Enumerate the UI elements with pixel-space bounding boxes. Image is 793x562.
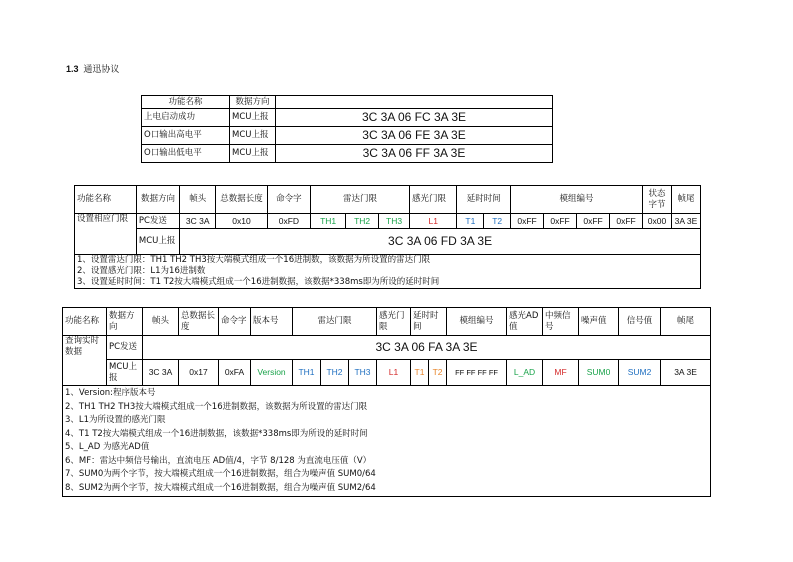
header-delay-time: 延时时间 [411,308,447,336]
note-line: 2、TH1 TH2 TH3按大端模式组成一个16进制数据，该数据为所设置的雷达门限 [65,401,368,412]
cell-module-id: FF FF FF FF [447,360,507,386]
header-data-direction: 数据方向 [230,96,276,109]
note-line: 3、设置延时时间：T1 T2按大端模式组成一个16进制数据，该数据*338ms即为所设的延时时间 [77,277,440,287]
note-line: 4、T1 T2按大端模式组成一个16进制数据，该数据*338ms即为所设的延时时间 [65,428,368,439]
cell-module-byte: 0xFF [577,214,610,229]
row-data: 3C 3A 06 FF 3A 3E [276,145,553,163]
header-function-name: 功能名称 [63,308,107,336]
cell-sum2: SUM2 [619,360,661,386]
cell-module-byte: 0xFF [610,214,643,229]
direction-mcu: MCU上报 [107,360,143,386]
header-radar-threshold: 雷达门限 [311,186,410,214]
cell-sum0: SUM0 [579,360,619,386]
header-data-direction: 数据方向 [136,186,179,214]
row-data: 3C 3A 06 FC 3A 3E [276,109,553,127]
notes [75,255,701,289]
header-light-threshold: 感光门限 [410,186,457,214]
cell-version: Version [251,360,293,386]
note-line: 5、L_AD 为感光AD值 [65,442,150,452]
row-data: 3C 3A 06 FE 3A 3E [276,127,553,145]
section-heading [66,62,119,75]
cell-th3: TH3 [349,360,377,386]
header-module-id: 模组编号 [447,308,507,336]
cell-frame-head: 3C 3A [180,214,216,229]
header-radar-threshold: 雷达门限 [293,308,377,336]
header-noise: 噪声值 [579,308,619,336]
header-total-length: 总数据长度 [216,186,268,214]
set-threshold-table [74,185,701,289]
cell-t1: T1 [457,214,484,229]
cell-mf: MF [543,360,579,386]
note-line: 1、设置雷达门限：TH1 TH2 TH3按大端模式组成一个16进制数，该数据为所设置的雷达门限 [77,255,431,265]
note-line: 7、SUM0为两个字节，按大端模式组成一个16进制数据，组合为噪声值 SUM0/64 [65,469,376,479]
header-light-ad: 感光AD值 [507,308,543,336]
cell-length: 0x10 [216,214,268,229]
startup-table [141,95,553,163]
header-version: 版本号 [251,308,293,336]
direction-pc: PC发送 [107,336,143,360]
header-status-byte: 状态字节 [643,186,672,214]
cell-th2: TH2 [321,360,349,386]
cell-l1: L1 [410,214,457,229]
note-line: 8、SUM2为两个字节，按大端模式组成一个16进制数据，组合为噪声值 SUM2/64 [65,482,376,493]
header-if-signal: 中频信号 [543,308,579,336]
cell-frame-tail: 3A 3E [671,214,700,229]
cell-frame-tail: 3A 3E [661,360,711,386]
cell-th1: TH1 [311,214,346,229]
cell-t2: T2 [429,360,447,386]
cell-frame-head: 3C 3A [143,360,179,386]
row-direction: MCU上报 [230,109,276,127]
cell-t1: T1 [411,360,429,386]
header-data-direction: 数据方向 [107,308,143,336]
header-signal: 信号值 [619,308,661,336]
header-data [276,96,553,109]
direction-mcu: MCU上报 [136,229,179,255]
cell-length: 0x17 [179,360,219,386]
function-name: 查询实时数据 [63,336,107,386]
header-module-id: 模组编号 [511,186,643,214]
header-function-name: 功能名称 [75,186,137,214]
direction-pc: PC发送 [136,214,179,229]
row-name: O口输出高电平 [142,127,230,145]
header-frame-tail: 帧尾 [661,308,711,336]
header-frame-head: 帧头 [143,308,179,336]
cell-status: 0x00 [643,214,672,229]
row-name: 上电启动成功 [142,109,230,127]
header-light-threshold: 感光门限 [377,308,411,336]
section-title: 通迅协议 [83,65,120,75]
section-number: 1.3 [66,64,79,74]
note-line: 6、MF：雷达中频信号输出，直流电压 AD值/4，字节 8/128 为直流电压值（V） [65,455,372,466]
function-name: 设置相应门限 [75,214,137,255]
pc-send-data: 3C 3A 06 FA 3A 3E [143,336,711,360]
query-realtime-table [62,307,711,497]
cell-command: 0xFA [219,360,251,386]
notes [63,386,711,497]
cell-module-byte: 0xFF [544,214,577,229]
cell-l1: L1 [377,360,411,386]
cell-th1: TH1 [293,360,321,386]
header-command: 命令字 [219,308,251,336]
header-command: 命令字 [267,186,310,214]
note-line: 1、Version:程序版本号 [65,388,156,398]
note-line: 3、L1为所设置的感光门限 [65,415,166,425]
row-direction: MCU上报 [230,127,276,145]
cell-th3: TH3 [379,214,410,229]
note-line: 2、设置感光门限：L1为16进制数 [77,266,206,276]
header-function-name: 功能名称 [142,96,230,109]
cell-module-byte: 0xFF [511,214,544,229]
cell-t2: T2 [484,214,511,229]
cell-light-ad: L_AD [507,360,543,386]
header-frame-tail: 帧尾 [671,186,700,214]
header-total-length: 总数据长度 [179,308,219,336]
row-direction: MCU上报 [230,145,276,163]
cell-command: 0xFD [267,214,310,229]
header-frame-head: 帧头 [180,186,216,214]
header-delay-time: 延时时间 [457,186,511,214]
cell-th2: TH2 [346,214,379,229]
mcu-response-data: 3C 3A 06 FD 3A 3E [180,229,701,255]
row-name: O口输出低电平 [142,145,230,163]
